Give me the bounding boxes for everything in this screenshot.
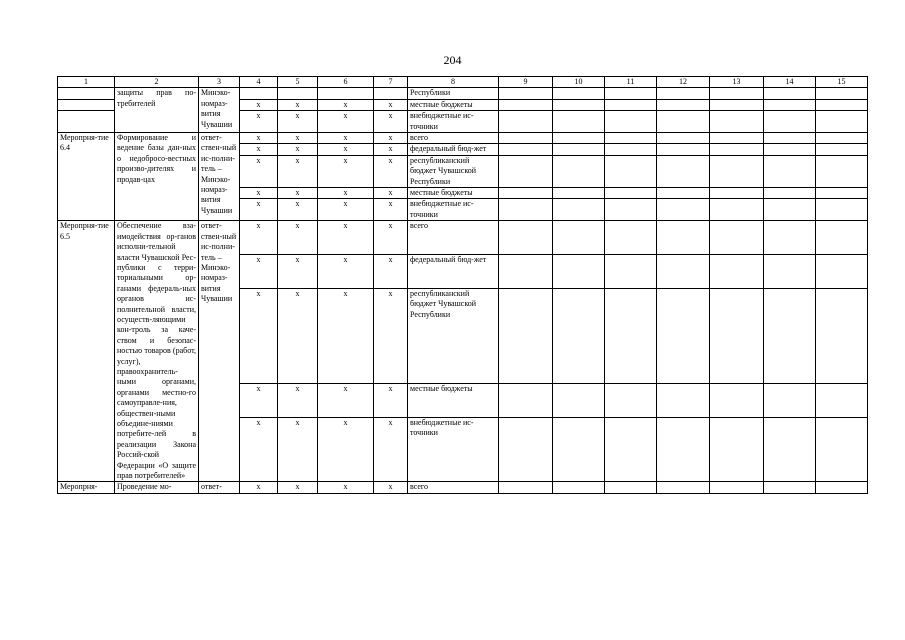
col-header: 12 <box>657 77 710 88</box>
year-value-cell <box>657 133 710 144</box>
amount-cell: x <box>374 482 408 493</box>
measure-code-cell: Меропрня-тие 6.5 <box>58 221 115 482</box>
year-value-cell <box>764 188 816 199</box>
executor-cell: Минэко-номраз-вития Чувашии <box>199 88 240 133</box>
year-value-cell <box>605 188 657 199</box>
year-value-cell <box>605 133 657 144</box>
year-value-cell <box>710 111 764 133</box>
year-value-cell <box>710 188 764 199</box>
col-header: 8 <box>408 77 499 88</box>
year-value-cell <box>764 133 816 144</box>
amount-cell: x <box>240 482 278 493</box>
amount-cell: x <box>374 288 408 383</box>
col-header: 6 <box>318 77 374 88</box>
funding-source-cell: республиканский бюджет Чувашской Республики <box>408 155 499 187</box>
funding-source-cell: всего <box>408 133 499 144</box>
year-value-cell <box>816 255 868 289</box>
amount-cell: x <box>240 155 278 187</box>
amount-cell: x <box>318 155 374 187</box>
amount-cell: x <box>240 99 278 110</box>
year-value-cell <box>657 417 710 482</box>
amount-cell: x <box>374 221 408 255</box>
amount-cell: x <box>318 221 374 255</box>
amount-cell: x <box>374 188 408 199</box>
year-value-cell <box>499 99 553 110</box>
year-value-cell <box>710 255 764 289</box>
amount-cell: x <box>240 255 278 289</box>
amount-cell: x <box>278 99 318 110</box>
amount-cell: x <box>318 482 374 493</box>
measure-name-cell: Обеспечение вза-имодействия ор-ганов исполни-тельной власти Чувашской Рес-публики с терри-ториальными ор-ганами федераль-ных органов ис-полнительной власти, осуществ-ляющими кон-троль за каче-ством и безопас-ностью товаров (работ, услуг), правоохранитель-ными органами, органами местно-го самоуправле-ния, обществен-ными объедине-ниями потребите-лей в реализации Закона Россий-ской Федерации «О защите прав потребителей» <box>115 221 199 482</box>
amount-cell: x <box>278 111 318 133</box>
amount-cell: x <box>374 155 408 187</box>
col-header: 7 <box>374 77 408 88</box>
funding-source-cell: местные бюджеты <box>408 99 499 110</box>
budget-table <box>57 76 868 494</box>
year-value-cell <box>710 384 764 418</box>
year-value-cell <box>764 384 816 418</box>
year-value-cell <box>553 288 605 383</box>
year-value-cell <box>816 221 868 255</box>
year-value-cell <box>764 144 816 155</box>
amount-cell: x <box>278 288 318 383</box>
year-value-cell <box>499 199 553 221</box>
executor-cell: ответ- <box>199 482 240 493</box>
table-row <box>58 133 868 144</box>
amount-cell: x <box>318 144 374 155</box>
funding-source-cell: Республики <box>408 88 499 99</box>
year-value-cell <box>764 111 816 133</box>
year-value-cell <box>605 144 657 155</box>
table-row <box>58 482 868 493</box>
year-value-cell <box>710 482 764 493</box>
year-value-cell <box>764 88 816 99</box>
measure-code-cell <box>58 99 115 110</box>
measure-code-cell <box>58 111 115 133</box>
funding-source-cell: внебюджетные ис-точники <box>408 111 499 133</box>
year-value-cell <box>657 221 710 255</box>
amount-cell: x <box>240 144 278 155</box>
amount-cell: x <box>318 384 374 418</box>
year-value-cell <box>553 133 605 144</box>
year-value-cell <box>553 384 605 418</box>
year-value-cell <box>657 111 710 133</box>
col-header: 9 <box>499 77 553 88</box>
measure-name-cell: Формирование и ведение базы дан-ных о недобросо-вестных произво-дителях и продав-цах <box>115 133 199 221</box>
year-value-cell <box>553 155 605 187</box>
funding-source-cell: местные бюджеты <box>408 384 499 418</box>
year-value-cell <box>816 288 868 383</box>
year-value-cell <box>710 199 764 221</box>
funding-source-cell: местные бюджеты <box>408 188 499 199</box>
amount-cell: x <box>374 255 408 289</box>
amount-cell: x <box>240 133 278 144</box>
year-value-cell <box>764 288 816 383</box>
amount-cell: x <box>240 111 278 133</box>
year-value-cell <box>605 288 657 383</box>
amount-cell <box>240 88 278 99</box>
year-value-cell <box>816 144 868 155</box>
amount-cell: x <box>374 133 408 144</box>
year-value-cell <box>764 482 816 493</box>
year-value-cell <box>499 221 553 255</box>
col-header: 11 <box>605 77 657 88</box>
year-value-cell <box>499 384 553 418</box>
year-value-cell <box>499 482 553 493</box>
measure-name-cell: Проведение мо- <box>115 482 199 493</box>
col-header: 10 <box>553 77 605 88</box>
year-value-cell <box>710 288 764 383</box>
amount-cell: x <box>278 384 318 418</box>
year-value-cell <box>816 482 868 493</box>
year-value-cell <box>816 188 868 199</box>
funding-source-cell: федеральный бюд-жет <box>408 255 499 289</box>
year-value-cell <box>710 99 764 110</box>
year-value-cell <box>710 144 764 155</box>
year-value-cell <box>657 255 710 289</box>
year-value-cell <box>553 221 605 255</box>
year-value-cell <box>499 133 553 144</box>
year-value-cell <box>553 111 605 133</box>
measure-code-cell: Меропрня- <box>58 482 115 493</box>
amount-cell <box>318 88 374 99</box>
amount-cell: x <box>374 384 408 418</box>
year-value-cell <box>657 482 710 493</box>
amount-cell: x <box>278 188 318 199</box>
year-value-cell <box>605 417 657 482</box>
year-value-cell <box>605 482 657 493</box>
amount-cell: x <box>240 188 278 199</box>
amount-cell: x <box>318 255 374 289</box>
funding-source-cell: федеральный бюд-жет <box>408 144 499 155</box>
year-value-cell <box>605 88 657 99</box>
amount-cell: x <box>374 111 408 133</box>
amount-cell: x <box>278 482 318 493</box>
year-value-cell <box>816 99 868 110</box>
year-value-cell <box>657 155 710 187</box>
year-value-cell <box>553 417 605 482</box>
funding-source-cell: всего <box>408 221 499 255</box>
measure-name-cell: защиты прав по-требителей <box>115 88 199 133</box>
year-value-cell <box>657 288 710 383</box>
year-value-cell <box>605 111 657 133</box>
year-value-cell <box>816 88 868 99</box>
amount-cell: x <box>374 417 408 482</box>
year-value-cell <box>605 155 657 187</box>
year-value-cell <box>605 221 657 255</box>
year-value-cell <box>764 155 816 187</box>
year-value-cell <box>605 99 657 110</box>
year-value-cell <box>710 133 764 144</box>
year-value-cell <box>553 199 605 221</box>
year-value-cell <box>499 417 553 482</box>
amount-cell: x <box>278 255 318 289</box>
year-value-cell <box>657 99 710 110</box>
year-value-cell <box>764 199 816 221</box>
year-value-cell <box>605 255 657 289</box>
year-value-cell <box>710 155 764 187</box>
amount-cell: x <box>318 199 374 221</box>
year-value-cell <box>816 384 868 418</box>
col-header: 13 <box>710 77 764 88</box>
amount-cell: x <box>374 144 408 155</box>
amount-cell: x <box>240 384 278 418</box>
year-value-cell <box>605 199 657 221</box>
executor-cell: ответ-ствен-ный ис-полни-тель – Минэко-номраз-вития Чувашии <box>199 133 240 221</box>
year-value-cell <box>816 133 868 144</box>
year-value-cell <box>657 188 710 199</box>
col-header: 4 <box>240 77 278 88</box>
col-header: 14 <box>764 77 816 88</box>
year-value-cell <box>710 221 764 255</box>
column-number-row <box>58 77 868 88</box>
amount-cell: x <box>318 99 374 110</box>
year-value-cell <box>657 88 710 99</box>
year-value-cell <box>553 482 605 493</box>
amount-cell: x <box>318 111 374 133</box>
year-value-cell <box>499 111 553 133</box>
measure-code-cell: Меропрня-тие 6.4 <box>58 133 115 221</box>
year-value-cell <box>764 221 816 255</box>
year-value-cell <box>499 88 553 99</box>
amount-cell: x <box>278 199 318 221</box>
amount-cell: x <box>318 188 374 199</box>
year-value-cell <box>553 188 605 199</box>
executor-cell: ответ-ствен-ный ис-полни-тель – Минэко-номраз-вития Чувашии <box>199 221 240 482</box>
year-value-cell <box>553 255 605 289</box>
amount-cell <box>374 88 408 99</box>
year-value-cell <box>499 255 553 289</box>
amount-cell: x <box>318 133 374 144</box>
amount-cell: x <box>240 417 278 482</box>
amount-cell: x <box>318 288 374 383</box>
page-number: 204 <box>443 53 462 67</box>
year-value-cell <box>657 199 710 221</box>
year-value-cell <box>657 144 710 155</box>
col-header: 15 <box>816 77 868 88</box>
funding-source-cell: внебюджетные ис-точники <box>408 417 499 482</box>
year-value-cell <box>816 417 868 482</box>
year-value-cell <box>764 417 816 482</box>
year-value-cell <box>605 384 657 418</box>
year-value-cell <box>816 155 868 187</box>
year-value-cell <box>764 99 816 110</box>
year-value-cell <box>499 288 553 383</box>
year-value-cell <box>553 99 605 110</box>
col-header: 2 <box>115 77 199 88</box>
amount-cell: x <box>374 199 408 221</box>
year-value-cell <box>499 144 553 155</box>
amount-cell <box>278 88 318 99</box>
col-header: 3 <box>199 77 240 88</box>
year-value-cell <box>553 144 605 155</box>
amount-cell: x <box>240 288 278 383</box>
amount-cell: x <box>278 155 318 187</box>
funding-source-cell: всего <box>408 482 499 493</box>
year-value-cell <box>710 417 764 482</box>
amount-cell: x <box>240 199 278 221</box>
amount-cell: x <box>278 144 318 155</box>
year-value-cell <box>553 88 605 99</box>
amount-cell: x <box>278 417 318 482</box>
year-value-cell <box>764 255 816 289</box>
measure-code-cell <box>58 88 115 99</box>
col-header: 1 <box>58 77 115 88</box>
amount-cell: x <box>374 99 408 110</box>
amount-cell: x <box>278 221 318 255</box>
table-row <box>58 221 868 255</box>
year-value-cell <box>816 111 868 133</box>
funding-source-cell: внебюджетные ис-точники <box>408 199 499 221</box>
year-value-cell <box>710 88 764 99</box>
amount-cell: x <box>240 221 278 255</box>
year-value-cell <box>499 188 553 199</box>
year-value-cell <box>816 199 868 221</box>
col-header: 5 <box>278 77 318 88</box>
amount-cell: x <box>318 417 374 482</box>
year-value-cell <box>499 155 553 187</box>
table-row <box>58 88 868 99</box>
year-value-cell <box>657 384 710 418</box>
amount-cell: x <box>278 133 318 144</box>
funding-source-cell: республиканский бюджет Чувашской Республики <box>408 288 499 383</box>
